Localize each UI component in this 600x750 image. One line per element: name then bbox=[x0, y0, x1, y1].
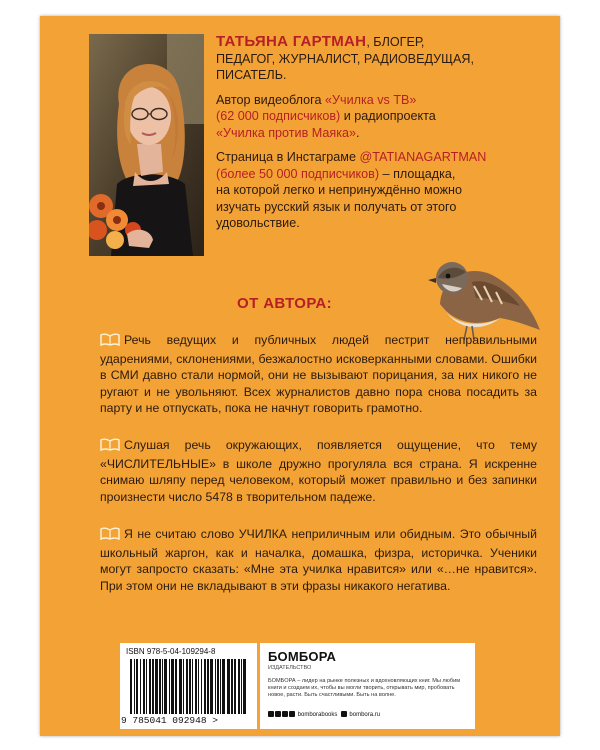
barcode-bar bbox=[238, 659, 240, 714]
barcode-bar bbox=[162, 659, 163, 714]
barcode-bar bbox=[155, 659, 158, 714]
barcode-bar bbox=[220, 659, 221, 714]
barcode-bar bbox=[222, 659, 225, 714]
paragraph-2-text: Слушая речь окружающих, появляется ощущение, что тему «ЧИСЛИТЕЛЬНЫЕ» в школе дружно прогуляла вся страна. Я искренне снимаю шляпу перед человеком, который может правильно и без запинки произнести число 5478 в творительном падеже. bbox=[100, 438, 537, 504]
barcode-bar bbox=[195, 659, 197, 714]
barcode-bar bbox=[234, 659, 236, 714]
blog-subscribers: (62 000 подписчиков) bbox=[216, 109, 341, 123]
book-icon bbox=[100, 333, 120, 351]
author-blog-info bbox=[216, 92, 551, 142]
barcode-bar bbox=[175, 659, 177, 714]
social-icon bbox=[289, 711, 295, 717]
radio-text: и радиопроекта bbox=[340, 109, 436, 123]
publisher-logo: БОМБОРА bbox=[268, 649, 337, 664]
barcode-bar bbox=[183, 659, 184, 714]
barcode-bar bbox=[134, 659, 135, 714]
book-back-cover bbox=[40, 16, 560, 736]
book-icon bbox=[100, 527, 120, 545]
social-icon bbox=[268, 711, 274, 717]
social-handle: bomborabooks bbox=[297, 712, 338, 718]
barcode-bar bbox=[215, 659, 216, 714]
social-icon bbox=[282, 711, 288, 717]
barcode-bar bbox=[179, 659, 182, 714]
barcode-bar bbox=[146, 659, 147, 714]
barcode-bar bbox=[204, 659, 206, 714]
author-name: ТАТЬЯНА ГАРТМАН bbox=[216, 33, 367, 50]
instagram-line-4: изучать русский язык и получать от этого bbox=[216, 199, 457, 214]
barcode-bar bbox=[210, 659, 213, 714]
instagram-text-2: – площадка, bbox=[379, 166, 456, 181]
publisher-social bbox=[268, 711, 380, 718]
barcode-bar bbox=[189, 659, 191, 714]
period: . bbox=[356, 125, 360, 140]
isbn-number: ISBN 978-5-04-109294-8 bbox=[126, 647, 216, 656]
author-instagram-info bbox=[216, 149, 551, 232]
social-icon bbox=[275, 711, 281, 717]
publisher-description: БОМБОРА – лидер на рынке полезных и вдохновляющих книг. Мы любим книги и создаем их, чтобы вы могли творить, открывать мир, пробовать новое, расти. Быть счастливыми. Быть на волне. bbox=[268, 678, 461, 698]
barcode-bar bbox=[149, 659, 151, 714]
radio-name: «Училка против Маяка» bbox=[216, 125, 357, 140]
publisher-subtitle: ИЗДАТЕЛЬСТВО bbox=[268, 665, 312, 671]
author-roles-3: ПИСАТЕЛЬ. bbox=[216, 68, 287, 82]
author-photo bbox=[89, 34, 204, 256]
instagram-handle: @TATIANAGARTMAN bbox=[359, 150, 487, 164]
barcode-bar bbox=[198, 659, 199, 714]
publisher-site: bombora.ru bbox=[349, 712, 381, 718]
author-roles-2: ПЕДАГОГ, ЖУРНАЛИСТ, РАДИОВЕДУЩАЯ, bbox=[216, 51, 474, 66]
barcode-bar bbox=[207, 659, 209, 714]
barcode-bar bbox=[171, 659, 174, 714]
blog-name: «Училка vs ТВ» bbox=[325, 92, 417, 107]
barcode-bar bbox=[231, 659, 233, 714]
instagram-line-3: на которой легко и непринуждённо можно bbox=[216, 183, 462, 197]
publisher-panel bbox=[260, 643, 475, 729]
web-icon bbox=[341, 711, 347, 717]
instagram-line-5: удовольствие. bbox=[216, 216, 300, 230]
paragraph-3 bbox=[100, 526, 537, 594]
barcode-bar bbox=[159, 659, 161, 714]
author-info bbox=[216, 34, 551, 240]
barcode-bar bbox=[164, 659, 167, 714]
barcode-bar bbox=[227, 659, 230, 714]
barcode-bar bbox=[130, 659, 132, 714]
blog-text: Автор видеоблога bbox=[216, 92, 325, 107]
barcode-bar bbox=[136, 659, 138, 714]
barcode-bar bbox=[243, 659, 246, 714]
barcode-bar bbox=[143, 659, 145, 714]
section-title: ОТ АВТОРА: bbox=[237, 295, 333, 312]
paragraph-2 bbox=[100, 437, 537, 505]
barcode-bar bbox=[152, 659, 154, 714]
barcode-bar bbox=[217, 659, 219, 714]
paragraph-3-text: Я не считаю слово УЧИЛКА неприличным или обидным. Это обычный школьный жаргон, как и началка, домашка, физра, историчка. Ученики могут запросто сказать: «Мне эта училка нравится» или «…не нравится». При этом они не вкладывают в эти фразы никакого негатива. bbox=[100, 527, 537, 593]
sparrow-illustration bbox=[412, 234, 544, 346]
paragraph-1 bbox=[100, 332, 537, 417]
barcode-bar bbox=[192, 659, 193, 714]
barcode-bar bbox=[241, 659, 242, 714]
barcode-bar bbox=[186, 659, 188, 714]
instagram-text: Страница в Инстаграме bbox=[216, 150, 360, 164]
book-icon bbox=[100, 438, 120, 456]
barcode-bar bbox=[169, 659, 170, 714]
paragraph-1-text: Речь ведущих и публичных людей пестрит неправильными ударениями, склонениями, безжалостно исковерканными словами. Ошибки в СМИ давно стали нормой, они не вызывают порицания, за них никого не ругают и не увольняют. Всех журналистов давно пора снова посадить за парту и не отпускать, пока не начнут говорить грамотно. bbox=[100, 333, 537, 416]
barcode-bar bbox=[140, 659, 141, 714]
barcode bbox=[130, 659, 247, 714]
instagram-subscribers: (более 50 000 подписчиков) bbox=[216, 166, 380, 181]
author-title bbox=[216, 34, 551, 84]
barcode-digits: 9 785041 092948 > bbox=[121, 715, 218, 726]
barcode-bar bbox=[201, 659, 202, 714]
barcode-panel bbox=[120, 643, 257, 729]
author-roles-1: , БЛОГЕР, bbox=[366, 35, 425, 49]
